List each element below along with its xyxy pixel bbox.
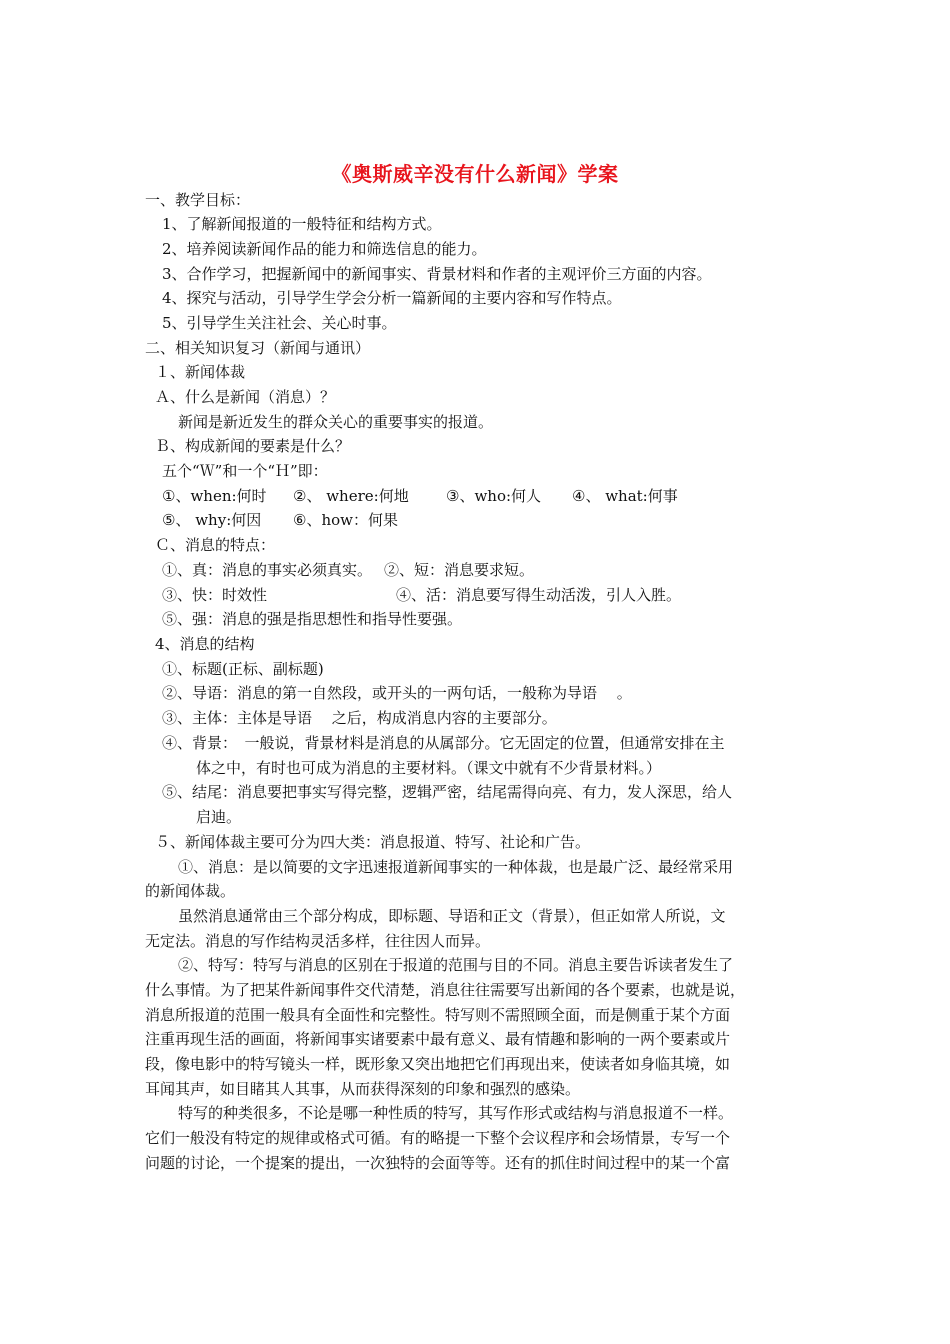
section-heading-objectives: 一、教学目标： xyxy=(145,191,251,209)
structure-item-cont: 启迪。 xyxy=(196,808,242,826)
objective-item: 5、引导学生关注社会、关心时事。 xyxy=(162,314,397,332)
answer-a: 新闻是新近发生的群众关心的重要事实的报道。 xyxy=(178,413,494,431)
subheading-types: ５、新闻体裁主要可分为四大类：消息报道、特写、社论和广告。 xyxy=(155,833,591,851)
objective-item: 2、培养阅读新闻作品的能力和筛选信息的能力。 xyxy=(162,240,487,258)
subheading-structure: 4、消息的结构 xyxy=(155,635,255,653)
page-title: 《奥斯威辛没有什么新闻》学案 xyxy=(331,162,619,186)
element-who: ③、who:何人 xyxy=(446,487,542,505)
structure-item: ①、标题(正标、副标题) xyxy=(162,660,324,678)
element-when: ①、when:何时 xyxy=(162,487,267,505)
objective-item: 4、探究与活动，引导学生学会分析一篇新闻的主要内容和写作特点。 xyxy=(162,289,622,307)
feature-short: ②、短：消息要求短。 xyxy=(384,561,535,579)
element-where: ②、 where:何地 xyxy=(293,487,409,505)
paragraph-line: 无定法。消息的写作结构灵活多样，往往因人而异。 xyxy=(145,932,491,950)
feature-true: ①、真：消息的事实必须真实。 xyxy=(162,561,373,579)
paragraph-line: 注重再现生活的画面，将新闻事实诸要素中最有意义、最有情趣和影响的一两个要素或片 xyxy=(145,1030,731,1048)
element-why: ⑤、 why:何因 xyxy=(162,511,262,529)
paragraph-line: 的新闻体裁。 xyxy=(145,882,236,900)
question-b: Ｂ、构成新闻的要素是什么？ xyxy=(155,437,351,455)
structure-item: ②、导语：消息的第一自然段，或开头的一两句话，一般称为导语 。 xyxy=(162,684,632,702)
paragraph-line: 什么事情。为了把某件新闻事件交代清楚，消息往往需要写出新闻的各个要素，也就是说， xyxy=(145,981,746,999)
section-heading-review: 二、相关知识复习（新闻与通讯） xyxy=(145,339,371,357)
paragraph-line: 耳闻其声，如目睹其人其事，从而获得深刻的印象和强烈的感染。 xyxy=(145,1080,581,1098)
paragraph-line: 消息所报道的范围一般具有全面性和完整性。特写则不需照顾全面，而是侧重于某个方面 xyxy=(145,1006,731,1024)
structure-item: ④、背景： 一般说，背景材料是消息的从属部分。它无固定的位置，但通常安排在主 xyxy=(162,734,725,752)
structure-item: ③、主体：主体是导语 之后，构成消息内容的主要部分。 xyxy=(162,709,557,727)
paragraph-line: ①、消息：是以简要的文字迅速报道新闻事实的一种体裁，也是最广泛、最经常采用 xyxy=(178,858,734,876)
feature-fast: ③、快：时效性 xyxy=(162,586,268,604)
paragraph-line: 它们一般没有特定的规律或格式可循。有的略提一下整个会议程序和会场情景，专写一个 xyxy=(145,1129,731,1147)
paragraph-line: 段，像电影中的特写镜头一样，既形象又突出地把它们再现出来，使读者如身临其境，如 xyxy=(145,1055,731,1073)
element-what: ④、 what:何事 xyxy=(572,487,678,505)
feature-strong: ⑤、强：消息的强是指思想性和指导性要强。 xyxy=(162,610,463,628)
question-c: Ｃ、消息的特点： xyxy=(155,536,276,554)
objective-item: 3、合作学习，把握新闻中的新闻事实、背景材料和作者的主观评价三方面的内容。 xyxy=(162,265,712,283)
objective-item: 1、了解新闻报道的一般特征和结构方式。 xyxy=(162,215,442,233)
paragraph-line: 问题的讨论，一个提案的提出，一次独特的会面等等。还有的抓住时间过程中的某一个富 xyxy=(145,1154,731,1172)
feature-lively: ④、活：消息要写得生动活泼，引人入胜。 xyxy=(396,586,682,604)
paragraph-line: 特写的种类很多，不论是哪一种性质的特写，其写作形式或结构与消息报道不一样。 xyxy=(178,1104,734,1122)
subheading-genre: １、新闻体裁 xyxy=(155,363,246,381)
paragraph-line: 虽然消息通常由三个部分构成，即标题、导语和正文（背景），但正如常人所说，文 xyxy=(178,907,726,925)
five-w-intro: 五个“Ｗ”和一个“Ｈ”即： xyxy=(162,462,328,480)
structure-item: ⑤、结尾：消息要把事实写得完整，逻辑严密，结尾需得向亮、有力，发人深思，给人 xyxy=(162,783,733,801)
question-a: Ａ、什么是新闻（消息）？ xyxy=(155,388,336,406)
structure-item-cont: 体之中，有时也可成为消息的主要材料。（课文中就有不少背景材料。） xyxy=(196,759,662,777)
paragraph-line: ②、特写：特写与消息的区别在于报道的范围与目的不同。消息主要告诉读者发生了 xyxy=(178,956,734,974)
element-how: ⑥、how：何果 xyxy=(293,511,398,529)
